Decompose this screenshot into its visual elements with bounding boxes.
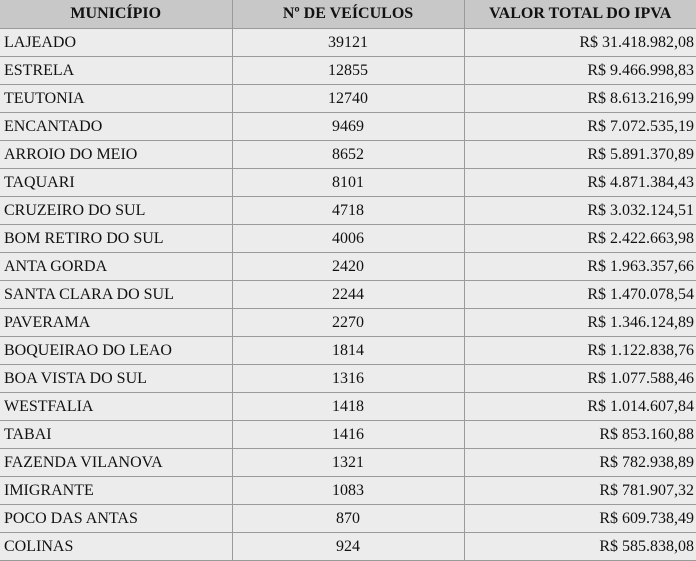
cell-veiculos: 4006 <box>232 225 464 253</box>
cell-municipio: ESTRELA <box>0 57 232 85</box>
table-row <box>0 281 696 309</box>
cell-valor-ipva: R$ 4.871.384,43 <box>464 169 696 197</box>
table-header <box>0 0 696 29</box>
table-body <box>0 29 696 561</box>
cell-valor-ipva: R$ 609.738,49 <box>464 505 696 533</box>
cell-veiculos: 1083 <box>232 477 464 505</box>
table-row <box>0 477 696 505</box>
cell-veiculos: 1814 <box>232 337 464 365</box>
cell-veiculos: 1316 <box>232 365 464 393</box>
cell-municipio: BOQUEIRAO DO LEAO <box>0 337 232 365</box>
header-veiculos: Nº DE VEÍCULOS <box>232 0 464 29</box>
table-row <box>0 253 696 281</box>
cell-valor-ipva: R$ 3.032.124,51 <box>464 197 696 225</box>
cell-valor-ipva: R$ 8.613.216,99 <box>464 85 696 113</box>
table-row <box>0 365 696 393</box>
header-row <box>0 0 696 29</box>
cell-municipio: FAZENDA VILANOVA <box>0 449 232 477</box>
table-row <box>0 85 696 113</box>
table-row <box>0 337 696 365</box>
cell-veiculos: 8652 <box>232 141 464 169</box>
cell-valor-ipva: R$ 5.891.370,89 <box>464 141 696 169</box>
cell-municipio: COLINAS <box>0 533 232 561</box>
cell-municipio: CRUZEIRO DO SUL <box>0 197 232 225</box>
cell-valor-ipva: R$ 1.963.357,66 <box>464 253 696 281</box>
cell-valor-ipva: R$ 585.838,08 <box>464 533 696 561</box>
cell-municipio: ANTA GORDA <box>0 253 232 281</box>
table-row <box>0 113 696 141</box>
cell-veiculos: 870 <box>232 505 464 533</box>
cell-municipio: LAJEADO <box>0 29 232 57</box>
cell-municipio: PAVERAMA <box>0 309 232 337</box>
cell-municipio: POCO DAS ANTAS <box>0 505 232 533</box>
header-municipio: MUNICÍPIO <box>0 0 232 29</box>
cell-valor-ipva: R$ 1.346.124,89 <box>464 309 696 337</box>
cell-veiculos: 39121 <box>232 29 464 57</box>
cell-municipio: TEUTONIA <box>0 85 232 113</box>
cell-municipio: ARROIO DO MEIO <box>0 141 232 169</box>
cell-municipio: TAQUARI <box>0 169 232 197</box>
table-row <box>0 197 696 225</box>
cell-valor-ipva: R$ 853.160,88 <box>464 421 696 449</box>
table-row <box>0 533 696 561</box>
cell-veiculos: 1416 <box>232 421 464 449</box>
table-row <box>0 309 696 337</box>
cell-municipio: SANTA CLARA DO SUL <box>0 281 232 309</box>
cell-veiculos: 924 <box>232 533 464 561</box>
table-row <box>0 225 696 253</box>
cell-veiculos: 2420 <box>232 253 464 281</box>
cell-veiculos: 4718 <box>232 197 464 225</box>
cell-valor-ipva: R$ 1.122.838,76 <box>464 337 696 365</box>
cell-municipio: TABAI <box>0 421 232 449</box>
cell-valor-ipva: R$ 782.938,89 <box>464 449 696 477</box>
cell-veiculos: 12740 <box>232 85 464 113</box>
cell-veiculos: 8101 <box>232 169 464 197</box>
table-row <box>0 141 696 169</box>
cell-valor-ipva: R$ 2.422.663,98 <box>464 225 696 253</box>
cell-valor-ipva: R$ 31.418.982,08 <box>464 29 696 57</box>
cell-veiculos: 9469 <box>232 113 464 141</box>
cell-municipio: BOA VISTA DO SUL <box>0 365 232 393</box>
table-row <box>0 421 696 449</box>
header-valor-ipva: VALOR TOTAL DO IPVA <box>464 0 696 29</box>
table-row <box>0 169 696 197</box>
cell-valor-ipva: R$ 1.077.588,46 <box>464 365 696 393</box>
cell-valor-ipva: R$ 9.466.998,83 <box>464 57 696 85</box>
cell-valor-ipva: R$ 781.907,32 <box>464 477 696 505</box>
cell-municipio: ENCANTADO <box>0 113 232 141</box>
cell-municipio: IMIGRANTE <box>0 477 232 505</box>
cell-veiculos: 1321 <box>232 449 464 477</box>
cell-veiculos: 2244 <box>232 281 464 309</box>
table-row <box>0 393 696 421</box>
cell-valor-ipva: R$ 1.014.607,84 <box>464 393 696 421</box>
cell-veiculos: 2270 <box>232 309 464 337</box>
table-row <box>0 449 696 477</box>
table-row <box>0 29 696 57</box>
cell-veiculos: 12855 <box>232 57 464 85</box>
cell-valor-ipva: R$ 7.072.535,19 <box>464 113 696 141</box>
cell-valor-ipva: R$ 1.470.078,54 <box>464 281 696 309</box>
cell-municipio: BOM RETIRO DO SUL <box>0 225 232 253</box>
table-row <box>0 505 696 533</box>
cell-municipio: WESTFALIA <box>0 393 232 421</box>
cell-veiculos: 1418 <box>232 393 464 421</box>
table-row <box>0 57 696 85</box>
